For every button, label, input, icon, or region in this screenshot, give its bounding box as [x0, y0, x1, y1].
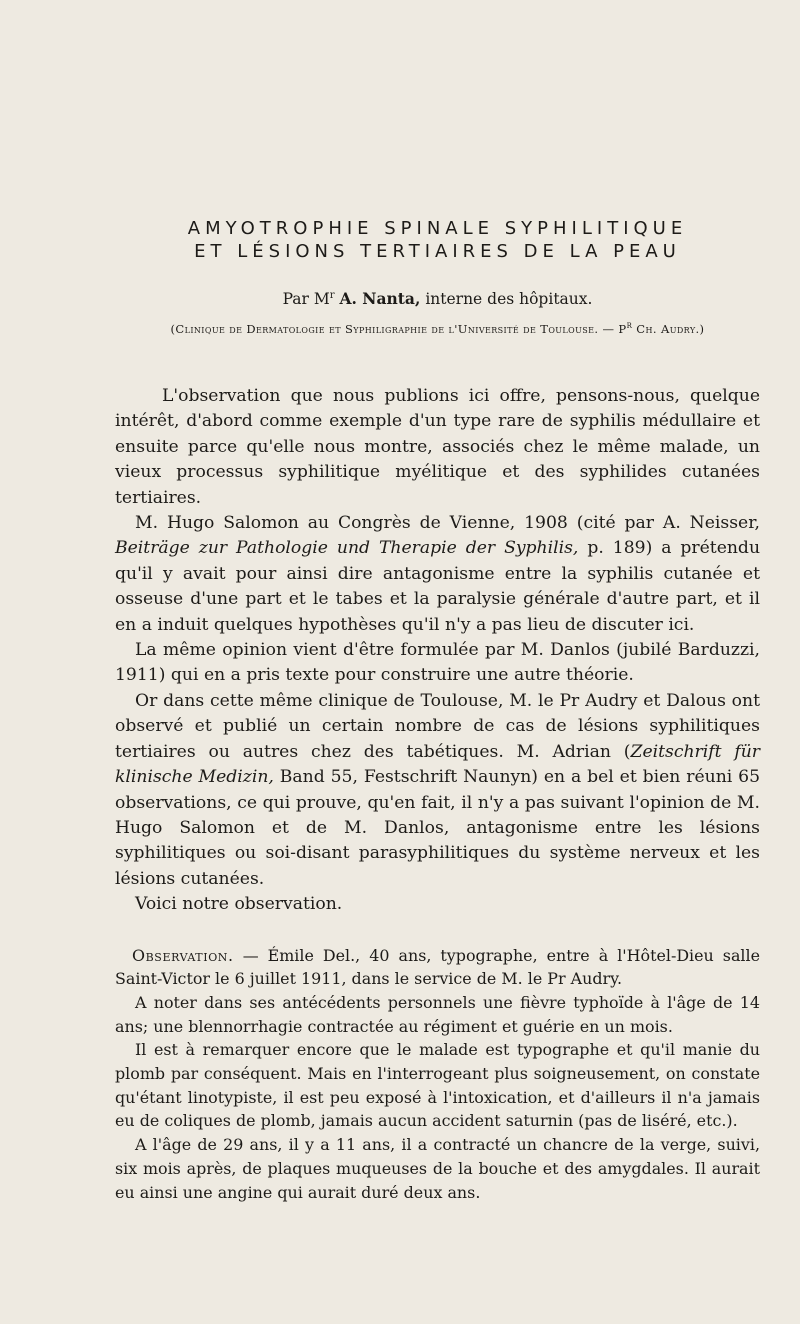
introduction: [115, 384, 760, 918]
institution-end: Ch. Audry.): [636, 322, 705, 336]
observation-label: Observation.: [132, 945, 234, 965]
observation-paragraph-1: [115, 944, 760, 991]
title-line-1: AMYOTROPHIE SPINALE SYPHILITIQUE: [187, 218, 688, 239]
title-line-2: ET LÉSIONS TERTIAIRES DE LA PEAU: [194, 241, 681, 262]
paragraph-2-a: M. Hugo Salomon au Congrès de Vienne, 1908 (cité par A. Neisser,: [135, 513, 760, 534]
observation-paragraph-4: A l'âge de 29 ans, il y a 11 ans, il a contracté un chancre de la verge, suivi, six mois après, de plaques muqueuses de la bouche et des amygdales. Il aurait eu ainsi une angine qui aurait duré deux ans.: [115, 1135, 760, 1202]
paragraph-2: [115, 511, 760, 638]
paragraph-5: Voici notre observation.: [135, 894, 343, 915]
byline-suffix: interne des hôpitaux.: [425, 290, 593, 308]
institution-line: [115, 322, 760, 336]
observation-paragraph-3: Il est à remarquer encore que le malade est typographe et qu'il manie du plomb par conséquent. Mais en l'interrogeant plus soigneusement, on constate qu'étant linotypiste, il est peu exposé à l'intoxication, et d'ailleurs il n'a jamais eu de coliques de plomb, jamais aucun accident saturnin (pas de liséré, etc.).: [115, 1040, 760, 1131]
observation-text-1: — Émile Del., 40 ans, typographe, entre à l'Hôtel-Dieu salle Saint-Victor le 6 juillet 1911, dans le service de M. le Pr Audry.: [115, 945, 760, 989]
byline-sup: r: [329, 289, 335, 301]
author-name: A. Nanta,: [339, 289, 421, 308]
observation-section: [115, 944, 760, 1205]
paragraph-3: La même opinion vient d'être formulée par M. Danlos (jubilé Barduzzi, 1911) qui en a pris texte pour construire une autre théorie.: [115, 640, 760, 686]
citation-neisser: Beiträge zur Pathologie und Therapie der Syphilis,: [115, 538, 579, 559]
paragraph-1: L'observation que nous publions ici offre, pensons-nous, quelque intérêt, d'abord comme exemple d'un type rare de syphilis médullaire et ensuite parce qu'elle nous montre, associés chez le même malade, un vieux processus syphilitique myélitique et des syphilides cutanées tertiaires.: [115, 386, 760, 508]
observation-paragraph-2: A noter dans ses antécédents personnels une fièvre typhoïde à l'âge de 14 ans; une blennorrhagie contractée au régiment et guérie en un mois.: [115, 992, 760, 1036]
byline-prefix: Par M: [282, 290, 330, 308]
citation-adrian: Zeitschrift für klinische Medizin,: [115, 741, 760, 788]
institution-sup: r: [626, 320, 633, 332]
paragraph-4-b: Band 55, Festschrift Naunyn) en a bel et bien réuni 65 observations, ce qui prouve, qu'en fait, il n'y a pas suivant l'opinion de M. Hugo Salomon et de M. Danlos, antagonisme entre les lésions syphilitiques ou soi-disant parasyphilitiques du système nerveux et les lésions cutanées.: [115, 767, 761, 889]
paragraph-4: [115, 689, 760, 892]
institution-text: (Clinique de Dermatologie et Syphiligraphie de l'Université de Toulouse. — P: [170, 322, 627, 336]
byline: [115, 289, 760, 308]
paragraph-2-b: p. 189) a prétendu qu'il y avait pour ainsi dire antagonisme entre la syphilis cutanée et osseuse d'une part et le tabes et la paralysie générale d'autre part, et il en a induit quelques hypothèses qu'il n'y a pas lieu de discuter ici.: [115, 538, 761, 635]
paragraph-4-a: Or dans cette même clinique de Toulouse, M. le Pr Audry et Dalous ont observé et publié un certain nombre de cas de lésions syphilitiques tertiaires ou autres chez des tabétiques. M. Adrian (: [115, 690, 760, 762]
